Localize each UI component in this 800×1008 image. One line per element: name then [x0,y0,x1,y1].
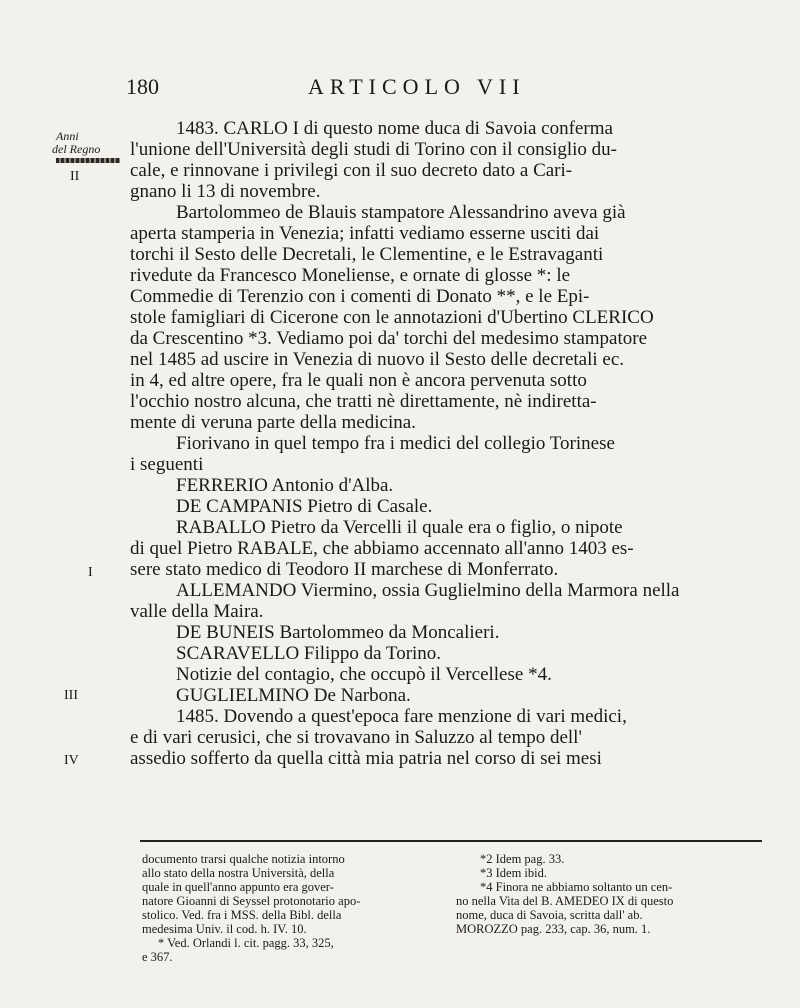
text-line: sere stato medico di Teodoro II marchese di Monferrato. [130,559,559,580]
text-line: DE BUNEIS Bartolommeo da Moncalieri. [176,622,500,643]
footnote-line: nome, duca di Savoia, scritta dall' ab. [456,908,643,922]
footnote-line: allo stato della nostra Università, della [142,866,335,880]
text-line: 1483. CARLO I di questo nome duca di Savoia conferma [176,118,613,139]
text-line: SCARAVELLO Filippo da Torino. [176,643,442,664]
text-line: cale, e rinnovane i privilegi con il suo decreto dato a Cari- [130,160,573,181]
text-line: di quel Pietro RABALE, che abbiamo accennato all'anno 1403 es- [130,538,634,559]
text-line: torchi il Sesto delle Decretali, le Clementine, e le Estravaganti [130,244,604,265]
footnote-line: * Ved. Orlandi l. cit. pagg. 33, 325, [158,936,334,950]
footnote-line: documento trarsi qualche notizia intorno [142,852,345,866]
footnote-rule [140,840,762,842]
footnotes-left-column [142,852,442,964]
footnote-line: *3 Idem ibid. [480,866,548,880]
text-line: ALLEMANDO Viermino, ossia Guglielmino della Marmora nella [176,580,680,601]
text-line: nel 1485 ad uscire in Venezia di nuovo il Sesto delle decretali ec. [130,349,625,370]
text-line: l'occhio nostro alcuna, che tratti nè direttamente, nè indiretta- [130,391,597,412]
text-line: Notizie del contagio, che occupò il Vercellese *4. [176,664,552,685]
main-text [130,118,762,769]
text-line: aperta stamperia in Venezia; infatti vediamo esserne usciti dai [130,223,600,244]
footnote-line: natore Gioanni di Seyssel protonotario apo- [142,894,361,908]
text-line: RABALLO Pietro da Vercelli il quale era o figlio, o nipote [176,517,623,538]
text-line: DE CAMPANIS Pietro di Casale. [176,496,433,517]
text-line: 1485. Dovendo a quest'epoca fare menzione di vari medici, [176,706,627,727]
footnotes-right-column [456,852,776,936]
text-line: Commedie di Terenzio con i comenti di Donato **, e le Epi- [130,286,590,307]
footnote-line: e 367. [142,950,173,964]
text-line: i seguenti [130,454,204,475]
footnote-line: no nella Vita del B. AMEDEO IX di questo [456,894,674,908]
footnote-line: *2 Idem pag. 33. [480,852,565,866]
text-line: gnano li 13 di novembre. [130,181,321,202]
margin-year-mark: II [70,169,80,184]
text-line: l'unione dell'Università degli studi di Torino con il consiglio du- [130,139,617,160]
text-line: GUGLIELMINO De Narbona. [176,685,411,706]
margin-label-anni: Anni [56,129,79,143]
footnote-line: MOROZZO pag. 233, cap. 36, num. 1. [456,922,651,936]
footnote-line: *4 Finora ne abbiamo soltanto un cen- [480,880,673,894]
text-line: in 4, ed altre opere, fra le quali non è ancora pervenuta sotto [130,370,587,391]
margin-year-mark: III [64,688,78,703]
margin-ornament [56,158,120,163]
text-line: Fiorivano in quel tempo fra i medici del collegio Torinese [176,433,615,454]
footnote-line: stolico. Ved. fra i MSS. della Bibl. della [142,908,342,922]
text-line: FERRERIO Antonio d'Alba. [176,475,394,496]
text-line: assedio sofferto da quella città mia patria nel corso di sei mesi [130,748,602,769]
text-line: e di vari cerusici, che si trovavano in Saluzzo al tempo dell' [130,727,582,748]
margin-year-mark: I [88,565,93,580]
margin-label-del-regno: del Regno [52,142,101,156]
margin-year-mark: IV [64,753,79,768]
page-header [0,70,800,110]
text-line: Bartolommeo de Blauis stampatore Alessandrino aveva già [176,202,626,223]
text-line: mente di veruna parte della medicina. [130,412,416,433]
page-number: 180 [126,74,159,99]
text-line: valle della Maira. [130,601,264,622]
text-line: stole famigliari di Cicerone con le annotazioni d'Ubertino CLERICO [130,307,654,328]
running-title: ARTICOLO VII [308,74,526,99]
footnote-line: medesima Univ. il cod. h. IV. 10. [142,922,307,936]
text-line: rivedute da Francesco Moneliense, e ornate di glosse *: le [130,265,571,286]
footnote-line: quale in quell'anno appunto era gover- [142,880,334,894]
text-line: da Crescentino *3. Vediamo poi da' torchi del medesimo stampatore [130,328,647,349]
